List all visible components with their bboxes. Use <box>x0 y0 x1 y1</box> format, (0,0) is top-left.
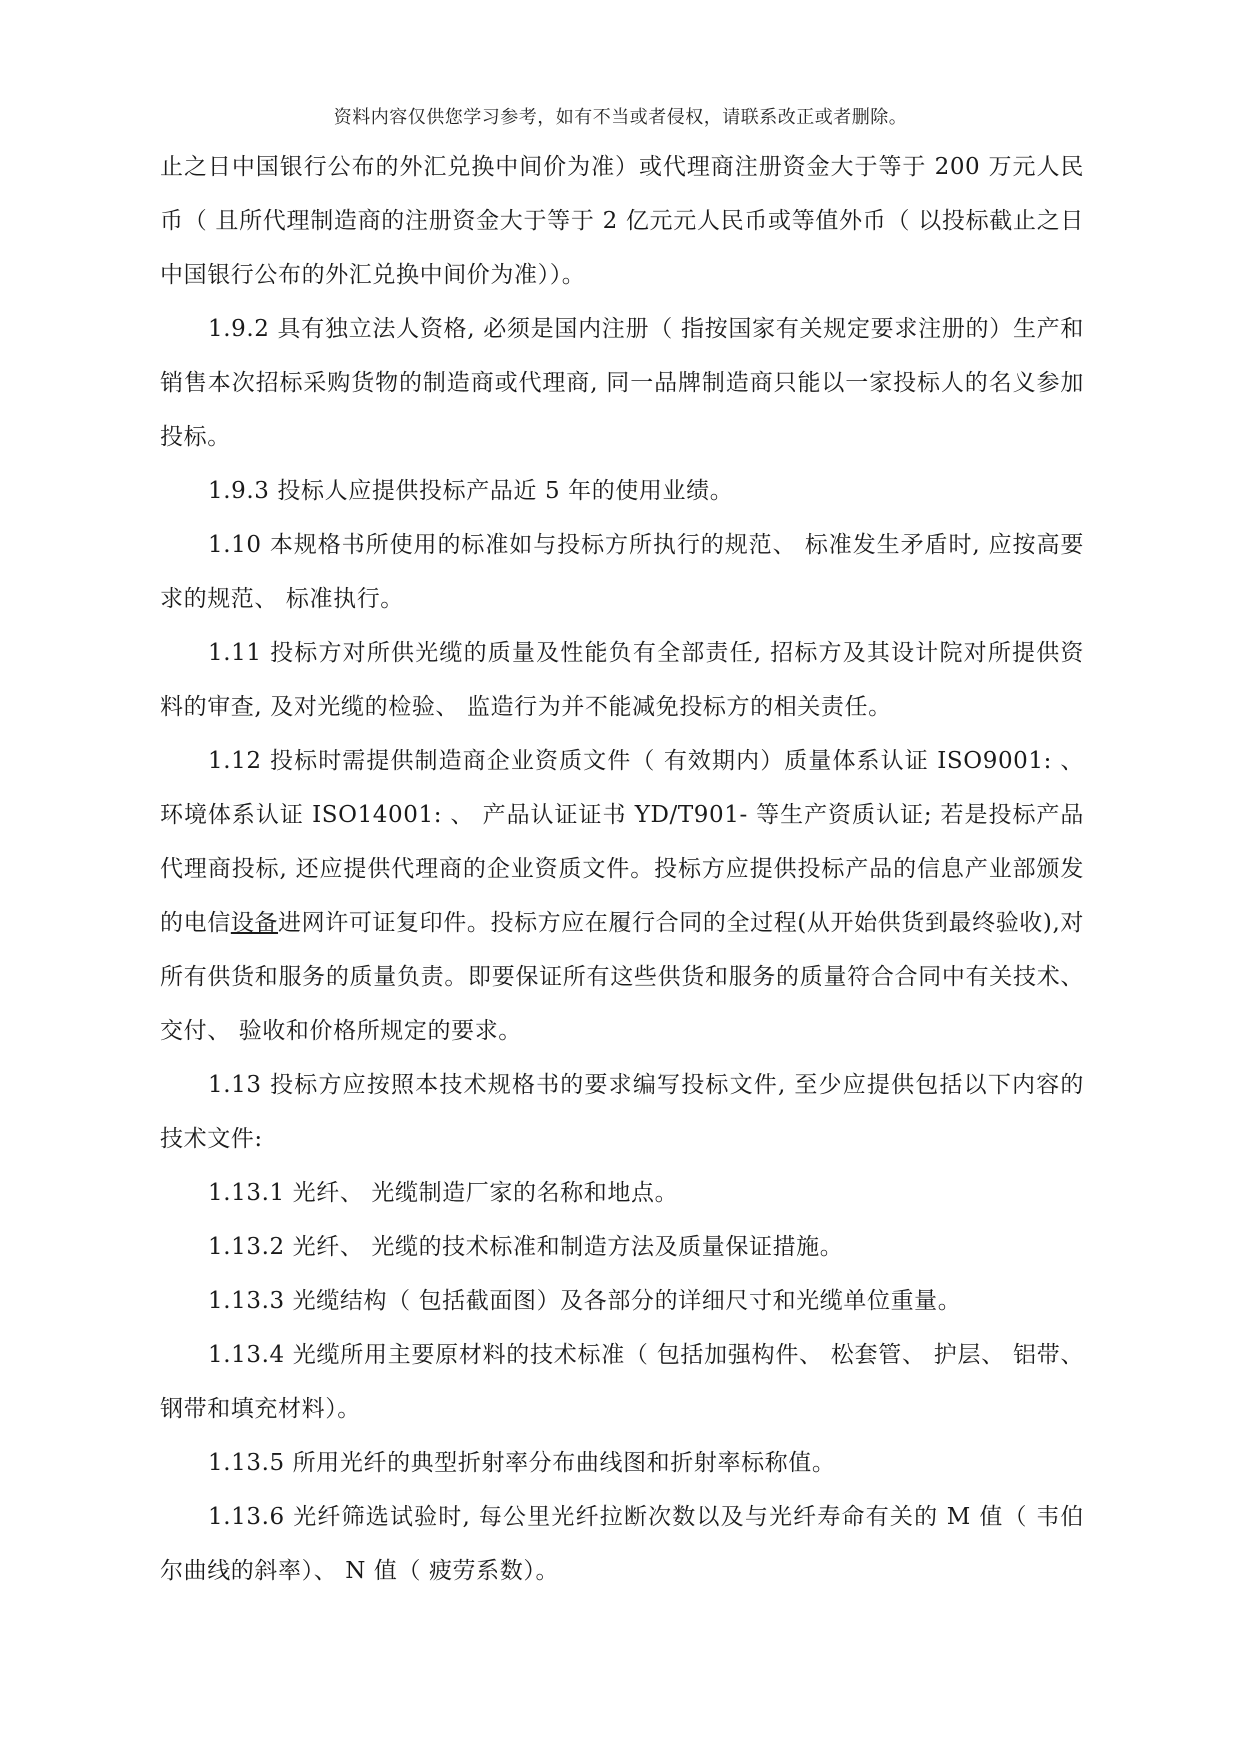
underlined-term-equipment: 设备 <box>230 910 279 936</box>
document-body <box>160 140 1084 1598</box>
paragraph-1-13-3: 1.13.3 光缆结构（ 包括截面图）及各部分的详细尺寸和光缆单位重量。 <box>208 1288 962 1314</box>
paragraph-continuation: 止之日中国银行公布的外汇兑换中间价为准）或代理商注册资金大于等于 200 万元人民币（ 且所代理制造商的注册资金大于等于 2 亿元元人民币或等值外币（ 以投标截止之日中国银行公布的外汇兑换中间价为准））。 <box>160 154 1084 288</box>
paragraph-1-11: 1.11 投标方对所供光缆的质量及性能负有全部责任, 招标方及其设计院对所提供资料的审查, 及对光缆的检验、 监造行为并不能减免投标方的相关责任。 <box>160 640 1084 720</box>
paragraph-1-9-3: 1.9.3 投标人应提供投标产品近 5 年的使用业绩。 <box>208 478 734 504</box>
paragraph-1-12 <box>160 734 1084 1058</box>
paragraph-1-13-1: 1.13.1 光纤、 光缆制造厂家的名称和地点。 <box>208 1180 679 1206</box>
paragraph-1-13-2: 1.13.2 光纤、 光缆的技术标准和制造方法及质量保证措施。 <box>208 1234 844 1260</box>
paragraph-1-13: 1.13 投标方应按照本技术规格书的要求编写投标文件, 至少应提供包括以下内容的技术文件: <box>160 1072 1084 1152</box>
paragraph-1-10: 1.10 本规格书所使用的标准如与投标方所执行的规范、 标准发生矛盾时, 应按高要求的规范、 标准执行。 <box>160 532 1084 612</box>
paragraph-1-9-2: 1.9.2 具有独立法人资格, 必须是国内注册（ 指按国家有关规定要求注册的）生产和销售本次招标采购货物的制造商或代理商, 同一品牌制造商只能以一家投标人的名义参加投标。 <box>160 316 1084 450</box>
paragraph-1-13-6: 1.13.6 光纤筛选试验时, 每公里光纤拉断次数以及与光纤寿命有关的 M 值（ 韦伯尔曲线的斜率）、 N 值（ 疲劳系数）。 <box>160 1504 1084 1584</box>
paragraph-1-12-text-after: 进网许可证复印件。投标方应在履行合同的全过程(从开始供货到最终验收),对所有供货和服务的质量负责。即要保证所有这些供货和服务的质量符合合同中有关技术、 交付、 验收和价格所规定的要求。 <box>160 910 1084 1044</box>
paragraph-1-13-4: 1.13.4 光缆所用主要原材料的技术标准（ 包括加强构件、 松套管、 护层、 铝带、 钢带和填充材料）。 <box>160 1342 1084 1422</box>
paragraph-1-13-5: 1.13.5 所用光纤的典型折射率分布曲线图和折射率标称值。 <box>208 1450 836 1476</box>
disclaimer-header: 资料内容仅供您学习参考，如有不当或者侵权，请联系改正或者删除。 <box>333 107 908 128</box>
paragraph-1-12-text-before: 1.12 投标时需提供制造商企业资质文件（ 有效期内）质量体系认证 ISO9001: 、环境体系认证 ISO14001: 、 产品认证证书 YD/T901- 等生产资质认证; 若是投标产品代理商投标, 还应提供代理商的企业资质文件。投标方应提供投标产品的信息产业部颁发的电信 <box>160 748 1084 936</box>
